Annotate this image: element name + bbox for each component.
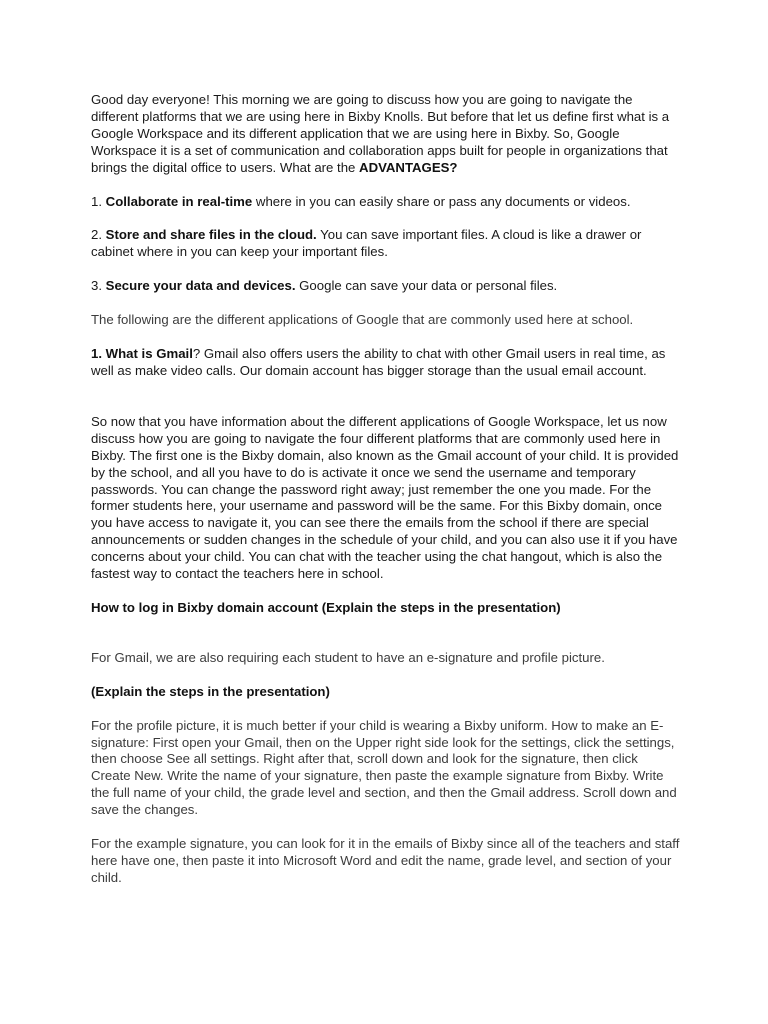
gmail-title: 1. What is Gmail [91,346,193,362]
explain-heading-text: (Explain the steps in the presentation) [91,683,330,699]
advantage-title: Collaborate in real-time [105,193,253,209]
intro-text: Good day everyone! This morning we are going to discuss how you are going to navigate the different platforms that we are using here in Bixby Knolls. But before that let us define first what is a Google Workspace and its different application that we are using here in Bixby. So, Google Workspace it is a set of communication and collaboration apps built for people in organizations that brings the digital office to users. What are the [91,92,670,175]
advantage-item-3 [91,278,681,295]
document-page [91,92,681,904]
explain-heading [91,684,681,701]
example-signature-paragraph: For the example signature, you can look for it in the emails of Bixby since all of the teachers and staff here have one, then paste it into Microsoft Word and edit the name, grade level, and section of your child. [91,836,680,885]
gmail-paragraph [91,346,681,380]
advantage-number: 3. [91,278,106,294]
advantage-text: where in you can easily share or pass any documents or videos. [252,193,631,209]
login-heading [91,600,681,617]
gmail-text: ? Gmail also offers users the ability to chat with other Gmail users in real time, as well as make video calls. Our domain account has bigger storage than the usual email account. [91,346,666,378]
esignature-intro-paragraph: For Gmail, we are also requiring each student to have an e-signature and profile picture. [91,649,605,665]
advantages-label: ADVANTAGES? [359,159,458,175]
intro-paragraph [91,92,681,177]
apps-intro-paragraph: The following are the different applications of Google that are commonly used here at school. [91,312,634,328]
advantage-title: Store and share files in the cloud. [105,227,317,243]
login-heading-text: How to log in Bixby domain account (Explain the steps in the presentation) [91,599,561,615]
advantage-title: Secure your data and devices. [105,278,296,294]
advantage-text: Google can save your data or personal files. [295,278,558,294]
advantage-number: 1. [91,193,106,209]
advantage-item-2 [91,227,681,261]
platforms-paragraph: So now that you have information about the different applications of Google Workspace, let us now discuss how you are going to navigate the four different platforms that are commonly used here in Bixby. The first one is the Bixby domain, also known as the Gmail account of your child. It is provided by the school, and all you have to do is activate it once we send the username and temporary passwords. You can change the password right away; just remember the one you made. For the former students here, your username and password will be the same. For this Bixby domain, once you have access to navigate it, you can see there the emails from the school if there are special announcements or sudden changes in the schedule of your child, and you can also use it if you have concerns about your child. You can chat with the teacher using the chat hangout, which is also the fastest way to contact the teachers here in school. [91,413,679,582]
advantage-text: You can save important files. A cloud is like a drawer or cabinet where in you can keep your important files. [91,227,642,260]
advantage-item-1 [91,194,681,211]
advantage-number: 2. [91,227,106,243]
profile-picture-paragraph: For the profile picture, it is much better if your child is wearing a Bixby uniform. How to make an E- signature: First open your Gmail, then on the Upper right side look for the settings, click the settings, then choose See all settings. Right after that, scroll down and look for the signature, then click Create New. Write the name of your signature, then paste the example signature from Bixby. Write the full name of your child, the grade level and section, and then the Gmail address. Scroll down and save the changes. [91,717,677,818]
